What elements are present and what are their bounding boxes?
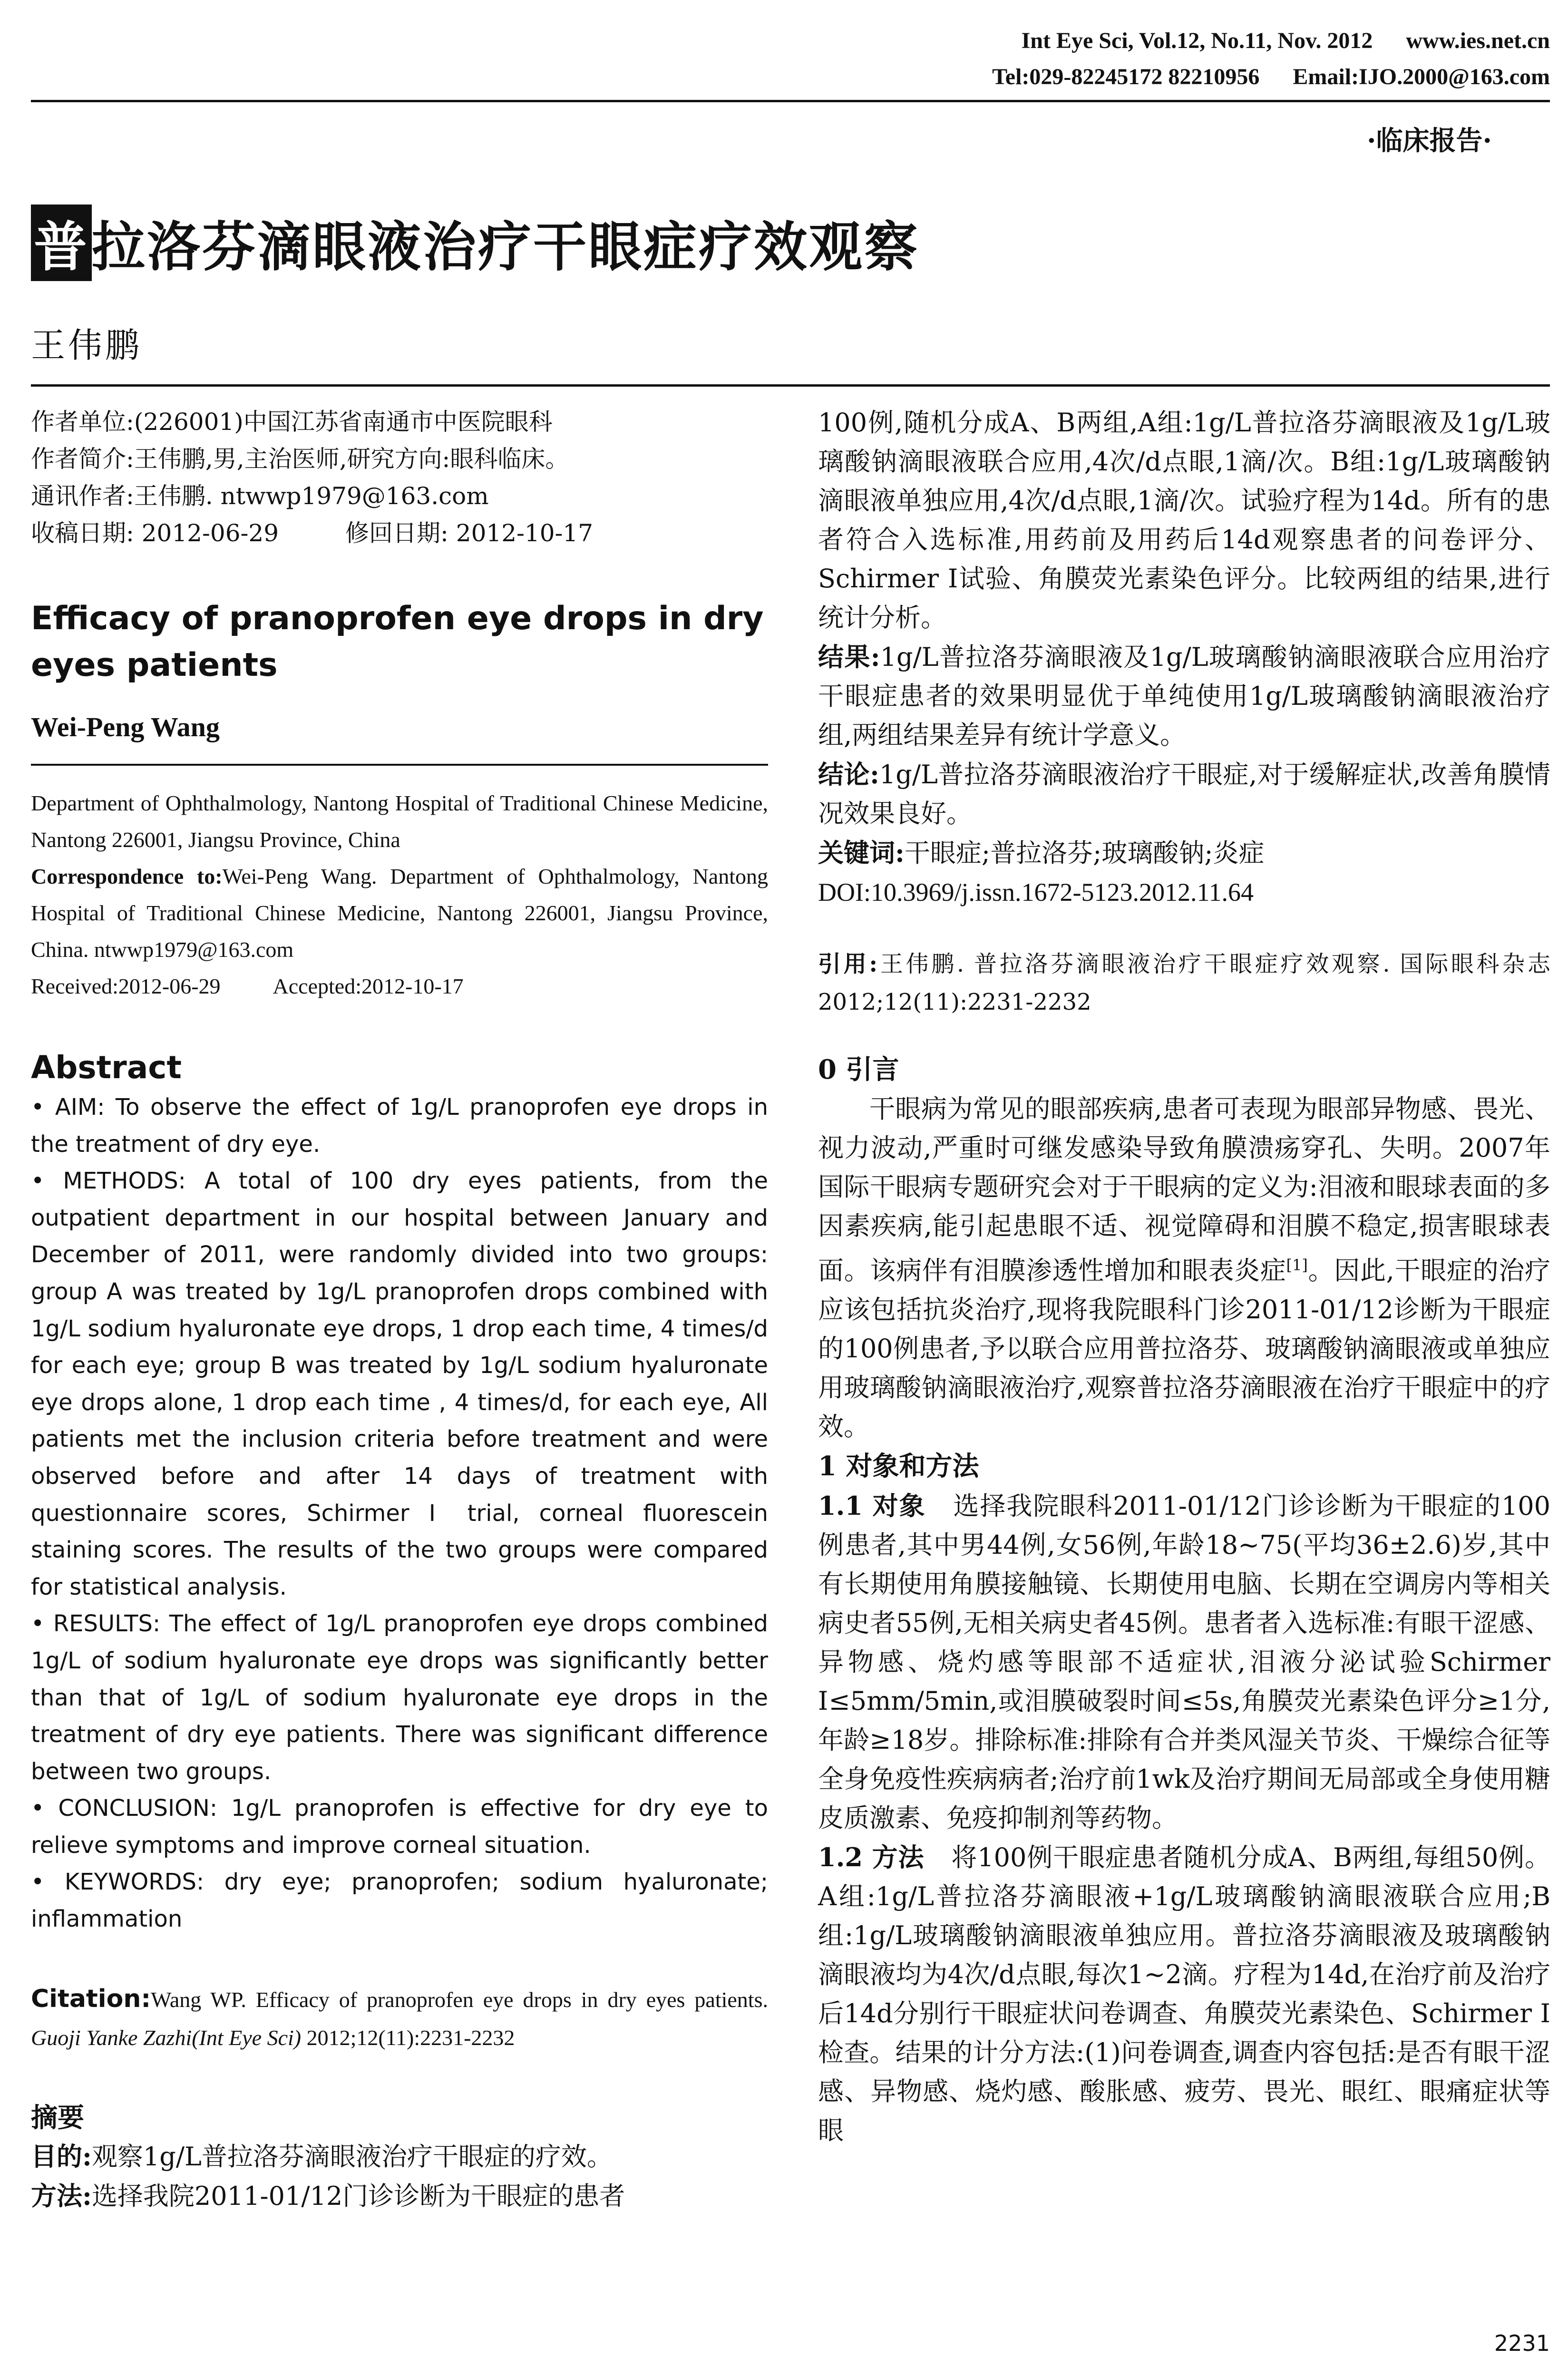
correspondence-label: Correspondence to: [31, 864, 223, 888]
revised-date-cn: 修回日期: 2012-10-17 [345, 519, 594, 547]
abstract-heading: Abstract [31, 1049, 182, 1086]
cn-aim [31, 2137, 768, 2176]
cn-keywords-text: 干眼症;普拉洛芬;玻璃酸钠;炎症 [904, 838, 1265, 868]
journal-phone: Tel:029-82245172 82210956 [992, 64, 1260, 89]
section-0-heading: 0 引言 [818, 1054, 899, 1085]
abstract-conclusion: • CONCLUSION: 1g/L pranoprofen is effective for dry eye to relieve symptoms and improve corneal situation. [31, 1795, 768, 1859]
citation-cn-label: 引用: [818, 951, 878, 977]
cn-conclusion-label: 结论: [818, 759, 879, 789]
abstract-body [31, 1089, 768, 1938]
abstract-keywords: • KEYWORDS: dry eye; pranoprofen; sodium hyaluronate; inflammation [31, 1869, 768, 1933]
author-unit: 作者单位:(226001)中国江苏省南通市中医院眼科 [31, 408, 553, 436]
author-chinese: 王伟鹏 [31, 325, 143, 365]
cn-conclusion-text: 1g/L普拉洛芬滴眼液治疗干眼症,对于缓解症状,改善角膜情况效果良好。 [818, 760, 1551, 828]
english-rule [31, 764, 768, 766]
abstract-results: • RESULTS: The effect of 1g/L pranoprofen eye drops combined 1g/L of sodium hyaluronate eye drops was significantly better than that of 1g/L of sodium hyaluronate eye drops in the treatment of dry eye patients. There was significant difference between two groups. [31, 1610, 768, 1785]
abstract-methods: • METHODS: A total of 100 dry eyes patients, from the outpatient department in our hospital between January and December of 2011, were randomly divided into two groups: group A was treated by 1g/L pranoprofen drops combined with 1g/L sodium hyaluronate eye drops, 1 drop each time, 4 times/d for each eye; group B was treated by 1g/L sodium hyaluronate eye drops alone, 1 drop each time , 4 times/d, for each eye, All patients met the inclusion criteria before treatment and were observed before and after 14 days of treatment with questionnaire scores, Schirmer Ⅰ trial, corneal fluorescein staining scores. The results of the two groups were compared for statistical analysis. [31, 1168, 768, 1600]
journal-website[interactable]: www.ies.net.cn [1406, 28, 1550, 53]
cn-methods-start [31, 2176, 768, 2216]
dates-en [31, 968, 768, 1004]
intro-paragraph [818, 1090, 1550, 1446]
cn-methods-continued: 100例,随机分成A、B两组,A组:1g/L普拉洛芬滴眼液及1g/L玻璃酸钠滴眼液联合应用,4次/d点眼,1滴/次。B组:1g/L玻璃酸钠滴眼液单独应用,4次/d点眼,1滴/次。试验疗程为14d。所有的患者符合入选标准,用药前及用药后14d观察患者的问卷评分、Schirmer Ⅰ试验、角膜荧光素染色评分。比较两组的结果,进行统计分析。 [818, 408, 1550, 633]
cn-aim-label: 目的: [31, 2141, 92, 2172]
cn-methods-text-a: 选择我院2011-01/12门诊诊断为干眼症的患者 [91, 2181, 625, 2211]
author-info [31, 403, 768, 552]
header-rule [31, 100, 1550, 102]
right-column [818, 403, 1550, 2150]
intro-text-a: 干眼病为常见的眼部疾病,患者可表现为眼部异物感、畏光、视力波动,严重时可继发感染导致角膜溃疡穿孔、失明。2007年国际干眼病专题研究会对于干眼病的定义为:泪液和眼球表面的多因素疾病,能引起患眼不适、视觉障碍和泪膜不稳定,损害眼球表面。该病伴有泪膜渗透性增加和眼表炎症 [818, 1094, 1550, 1286]
journal-email[interactable]: Email:IJO.2000@163.com [1293, 64, 1550, 89]
abstract-aim: • AIM: To observe the effect of 1g/L pranoprofen eye drops in the treatment of dry eye. [31, 1094, 768, 1158]
dates-cn [31, 515, 768, 552]
received-date-en: Received:2012-06-29 [31, 974, 221, 998]
correspondence-en [31, 858, 768, 968]
section-1-heading: 1 对象和方法 [818, 1451, 979, 1482]
citation-cn [818, 945, 1550, 1021]
correspondence-text: Wei-Peng Wang. Department of Ophthalmology, Nantong Hospital of Traditional Chinese Medicine, Nantong 226001, Jiangsu Province, China. ntwwp1979@163.com [31, 864, 768, 962]
english-title: Efficacy of pranoprofen eye drops in dry eyes patients [31, 600, 764, 684]
cn-results-label: 结果: [818, 642, 880, 672]
subsection-1-2-label: 1.2 方法 [818, 1842, 925, 1872]
page-title [31, 205, 919, 281]
cn-abstract-left [31, 2137, 768, 2216]
cn-keywords [818, 833, 1550, 873]
citation-tail: 2012;12(11):2231-2232 [306, 2025, 515, 2050]
author-intro: 作者简介:王伟鹏,男,主治医师,研究方向:眼科临床。 [31, 445, 569, 473]
cn-conclusion [818, 755, 1550, 833]
english-affiliation [31, 785, 768, 1004]
cn-methods-label: 方法: [31, 2180, 92, 2211]
left-column [31, 403, 768, 2216]
journal-header [992, 23, 1550, 95]
received-date-cn: 收稿日期: 2012-06-29 [31, 519, 279, 547]
citation-cn-text: 王伟鹏. 普拉洛芬滴眼液治疗干眼症疗效观察. 国际眼科杂志 2012;12(11):2231-2232 [818, 951, 1550, 1015]
subsection-1-1 [818, 1486, 1550, 1838]
cn-aim-text: 观察1g/L普拉洛芬滴眼液治疗干眼症的疗效。 [91, 2141, 613, 2172]
title-rule [31, 384, 1550, 387]
title-first-char: 普 [31, 205, 92, 281]
english-author: Wei-Peng Wang [31, 711, 220, 742]
journal-citation-line: Int Eye Sci, Vol.12, No.11, Nov. 2012 [1021, 28, 1373, 53]
citation-en [31, 1980, 768, 2057]
citation-text: Wang WP. Efficacy of pranoprofen eye drops in dry eyes patients. [151, 1987, 768, 2012]
cn-abstract-heading: 摘要 [31, 2102, 84, 2133]
page-number: 2231 [1494, 2330, 1550, 2356]
section-tag: ·临床报告· [1367, 125, 1492, 156]
subsection-1-2 [818, 1838, 1550, 2150]
doi[interactable]: DOI:10.3969/j.issn.1672-5123.2012.11.64 [818, 878, 1254, 906]
cn-results [818, 637, 1550, 755]
title-rest: 拉洛芬滴眼液治疗干眼症疗效观察 [92, 216, 919, 278]
intro-reference[interactable]: [1] [1286, 1256, 1308, 1274]
accepted-date-en: Accepted:2012-10-17 [273, 974, 464, 998]
citation-label: Citation: [31, 1984, 151, 2013]
cn-keywords-label: 关键词: [818, 838, 905, 868]
corresponding-author: 通讯作者:王伟鹏. ntwwp1979@163.com [31, 482, 489, 510]
subsection-1-2-text: 将100例干眼症患者随机分成A、B两组,每组50例。A组:1g/L普拉洛芬滴眼液+1g/L玻璃酸钠滴眼液联合应用;B组:1g/L玻璃酸钠滴眼液单独应用。普拉洛芬滴眼液及玻璃酸钠滴眼液均为4次/d点眼,每次1~2滴。疗程为14d,在治疗前及治疗后14d分别行干眼症状问卷调查、角膜荧光素染色、Schirmer Ⅰ检查。结果的计分方法:(1)问卷调查,调查内容包括:是否有眼干涩感、异物感、烧灼感、酸胀感、疲劳、畏光、眼红、眼痛症状等眼 [818, 1842, 1550, 2145]
department: Department of Ophthalmology, Nantong Hospital of Traditional Chinese Medicine, Nantong 226001, Jiangsu Province, China [31, 791, 768, 852]
cn-results-text: 1g/L普拉洛芬滴眼液及1g/L玻璃酸钠滴眼液联合应用治疗干眼症患者的效果明显优于单纯使用1g/L玻璃酸钠滴眼液治疗组,两组结果差异有统计学意义。 [818, 642, 1550, 750]
citation-journal: Guoji Yanke Zazhi(Int Eye Sci) [31, 2025, 302, 2050]
subsection-1-1-text: 选择我院眼科2011-01/12门诊诊断为干眼症的100例患者,其中男44例,女56例,年龄18~75(平均36±2.6)岁,其中有长期使用角膜接触镜、长期使用电脑、长期在空调房内等相关病史者55例,无相关病史者45例。患者者入选标准:有眼干涩感、异物感、烧灼感等眼部不适症状,泪液分泌试验Schirmer Ⅰ≤5mm/5min,或泪膜破裂时间≤5s,角膜荧光素染色评分≥1分,年龄≥18岁。排除标准:排除有合并类风湿关节炎、干燥综合征等全身免疫性疾病病者;治疗前1wk及治疗期间无局部或全身使用糖皮质激素、免疫抑制剂等药物。 [818, 1491, 1551, 1833]
subsection-1-1-label: 1.1 对象 [818, 1490, 926, 1521]
intro-text-b: 。因此,干眼症的治疗应该包括抗炎治疗,现将我院眼科门诊2011-01/12诊断为干眼症的100例患者,予以联合应用普拉洛芬、玻璃酸钠滴眼液或单独应用玻璃酸钠滴眼液治疗,观察普拉洛芬滴眼液在治疗干眼症中的疗效。 [818, 1256, 1551, 1442]
